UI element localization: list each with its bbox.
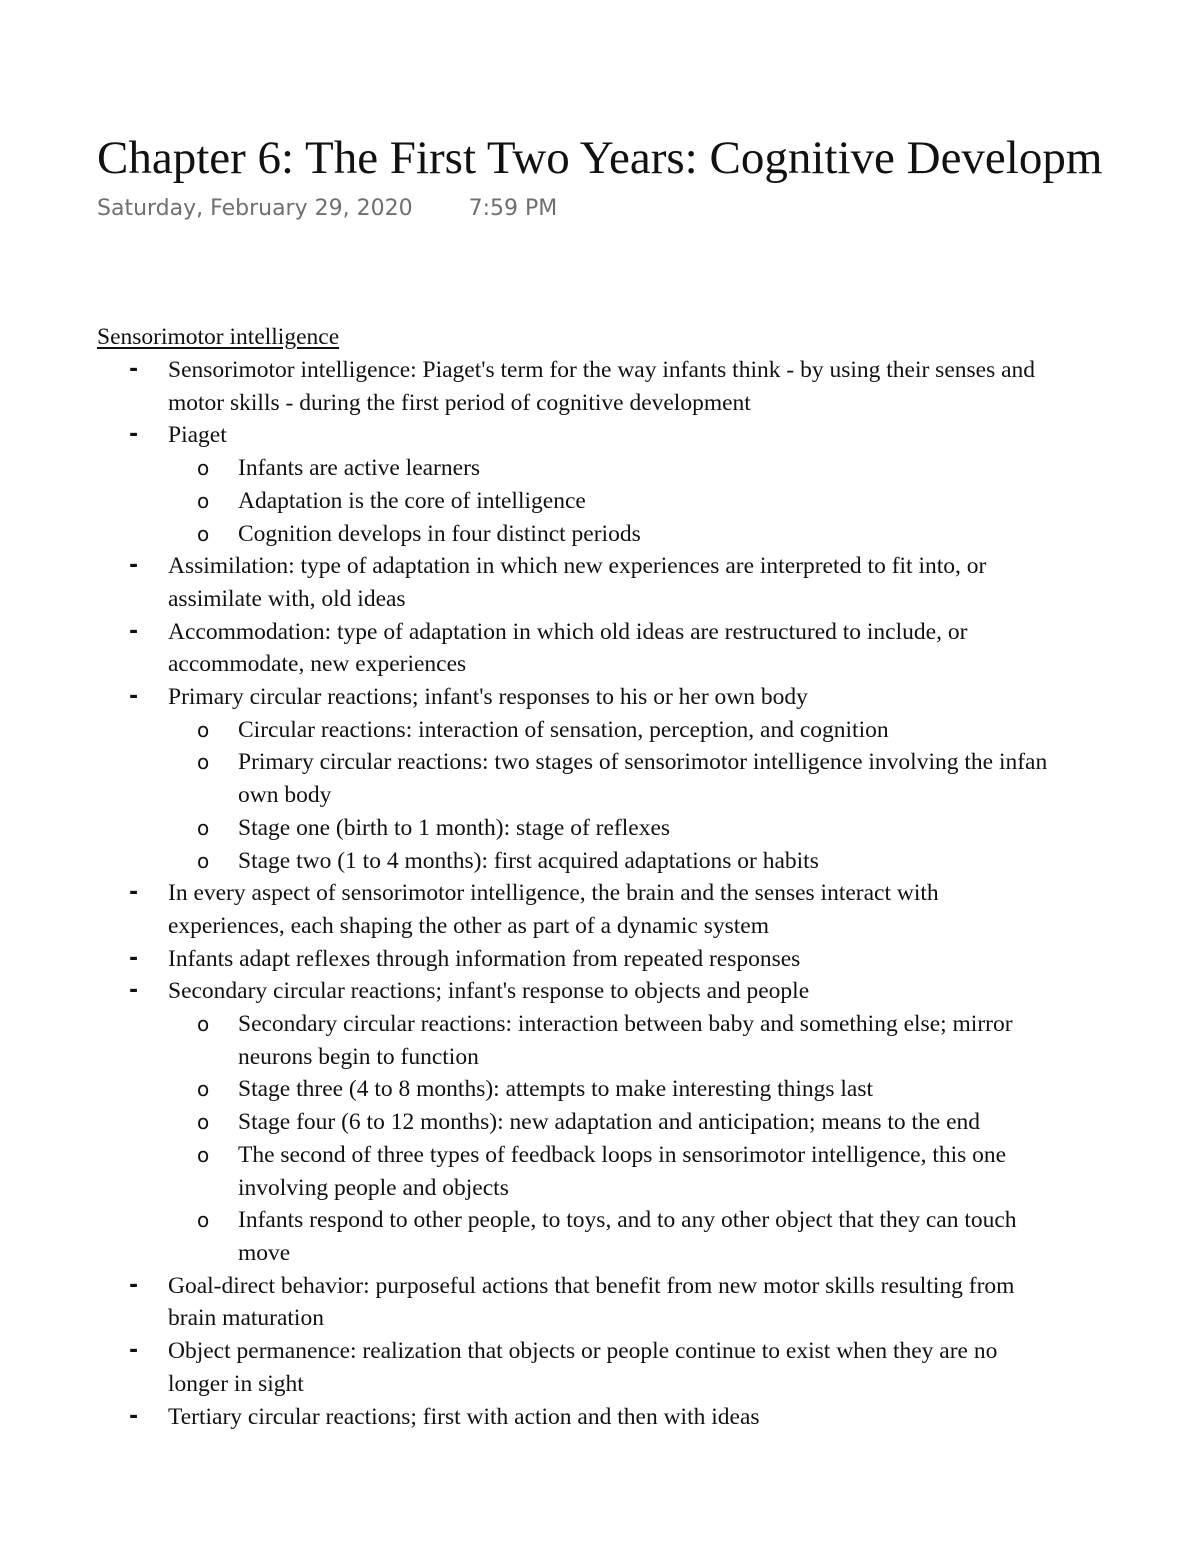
sub-list-item [0, 1172, 1200, 1205]
circle-bullet-icon: o [197, 1142, 210, 1167]
dash-bullet-icon: - [129, 684, 139, 710]
sub-list-item [0, 812, 1200, 845]
notes-list [0, 354, 1200, 1433]
list-item-text: Tertiary circular reactions; first with action and then with ideas [168, 1403, 760, 1430]
list-item-text: longer in sight [168, 1370, 304, 1397]
list-item-text: brain maturation [168, 1305, 324, 1332]
list-item-text: Stage three (4 to 8 months): attempts to make interesting things last [238, 1076, 874, 1103]
list-item [0, 1302, 1200, 1335]
circle-bullet-icon: o [197, 1077, 210, 1102]
list-item-text: Secondary circular reactions; infant's response to objects and people [168, 978, 810, 1005]
list-item [0, 681, 1200, 714]
circle-bullet-icon: o [197, 815, 210, 840]
list-item-text: Goal-direct behavior: purposeful actions that benefit from new motor skills resulting from [168, 1272, 1015, 1299]
list-item-text: Object permanence: realization that objects or people continue to exist when they are no [168, 1338, 998, 1365]
dash-bullet-icon: - [129, 1403, 139, 1429]
list-item [0, 648, 1200, 681]
list-item-text: own body [238, 782, 332, 809]
dash-bullet-icon: - [129, 945, 139, 971]
circle-bullet-icon: o [197, 456, 210, 481]
list-item-text: assimilate with, old ideas [168, 585, 406, 612]
list-item-text: Primary circular reactions; infant's responses to his or her own body [168, 684, 808, 711]
list-item [0, 550, 1200, 583]
page-title: Chapter 6: The First Two Years: Cognitive Developm [97, 132, 1103, 184]
note-time: 7:59 PM [468, 196, 558, 221]
dash-bullet-icon: - [129, 978, 139, 1004]
list-item-text: Cognition develops in four distinct periods [238, 520, 641, 547]
list-item-text: Infants are active learners [238, 455, 481, 482]
sub-list-item [0, 1237, 1200, 1270]
sub-list-item [0, 452, 1200, 485]
sub-list-item [0, 746, 1200, 779]
list-item-text: Infants adapt reflexes through information from repeated responses [168, 945, 801, 972]
list-item-text: motor skills - during the first period of cognitive development [168, 389, 751, 416]
circle-bullet-icon: o [197, 717, 210, 742]
dash-bullet-icon: - [129, 357, 139, 382]
list-item-text: Adaptation is the core of intelligence [238, 487, 586, 514]
dash-bullet-icon: - [129, 553, 139, 579]
list-item-text: The second of three types of feedback loops in sensorimotor intelligence, this one [238, 1141, 1007, 1168]
list-item-text: involving people and objects [238, 1174, 509, 1201]
circle-bullet-icon: o [197, 1012, 210, 1037]
list-item-text: Piaget [168, 422, 227, 449]
list-item-text: Infants respond to other people, to toys, and to any other object that they can touch [238, 1207, 1017, 1234]
circle-bullet-icon: o [197, 1110, 210, 1135]
section-heading: Sensorimotor intelligence [97, 324, 340, 350]
sub-list-item [0, 1204, 1200, 1237]
circle-bullet-icon: o [197, 848, 210, 873]
note-timestamp [97, 194, 557, 224]
dash-bullet-icon: - [129, 422, 139, 448]
list-item-text: Primary circular reactions: two stages of sensorimotor intelligence involving the infan [238, 749, 1048, 776]
list-item [0, 616, 1200, 649]
sub-list-item [0, 518, 1200, 551]
sub-list-item [0, 1041, 1200, 1074]
list-item-text: Assimilation: type of adaptation in which new experiences are interpreted to fit into, or [168, 553, 987, 580]
list-item [0, 975, 1200, 1008]
list-item-text: Accommodation: type of adaptation in which old ideas are restructured to include, or [168, 618, 968, 645]
list-item-text: experiences, each shaping the other as part of a dynamic system [168, 912, 769, 939]
list-item-text: Stage two (1 to 4 months): first acquired adaptations or habits [238, 847, 819, 874]
dash-bullet-icon: - [129, 880, 139, 906]
list-item [0, 1401, 1200, 1434]
list-item-text: Stage four (6 to 12 months): new adaptation and anticipation; means to the end [238, 1109, 981, 1136]
sub-list-item [0, 1139, 1200, 1172]
list-item-text: In every aspect of sensorimotor intelligence, the brain and the senses interact with [168, 880, 939, 907]
list-item [0, 1368, 1200, 1401]
list-item-text: accommodate, new experiences [168, 651, 467, 678]
dash-bullet-icon: - [129, 1272, 139, 1298]
list-item-text: Stage one (birth to 1 month): stage of reflexes [238, 814, 671, 841]
list-item-text: Secondary circular reactions: interaction between baby and something else; mirror [238, 1011, 1013, 1038]
sub-list-item [0, 845, 1200, 878]
list-item [0, 583, 1200, 616]
sub-list-item [0, 779, 1200, 812]
circle-bullet-icon: o [197, 521, 210, 546]
circle-bullet-icon: o [197, 750, 210, 775]
list-item [0, 877, 1200, 910]
dash-bullet-icon: - [129, 618, 139, 644]
note-date: Saturday, February 29, 2020 [97, 196, 413, 221]
list-item-text: Sensorimotor intelligence: Piaget's term for the way infants think - by using their senses and [168, 357, 1036, 383]
dash-bullet-icon: - [129, 1338, 139, 1364]
list-item [0, 910, 1200, 943]
list-item [0, 387, 1200, 420]
sub-list-item [0, 485, 1200, 518]
list-item [0, 943, 1200, 976]
list-item [0, 1335, 1200, 1368]
list-item-text: neurons begin to function [238, 1043, 479, 1070]
list-item-text: Circular reactions: interaction of sensation, perception, and cognition [238, 716, 889, 743]
list-item [0, 1270, 1200, 1303]
list-item-text: move [238, 1239, 291, 1266]
list-item [0, 419, 1200, 452]
sub-list-item [0, 1008, 1200, 1041]
sub-list-item [0, 714, 1200, 747]
list-item [0, 354, 1200, 387]
sub-list-item [0, 1106, 1200, 1139]
circle-bullet-icon: o [197, 1208, 210, 1233]
circle-bullet-icon: o [197, 488, 210, 513]
sub-list-item [0, 1073, 1200, 1106]
